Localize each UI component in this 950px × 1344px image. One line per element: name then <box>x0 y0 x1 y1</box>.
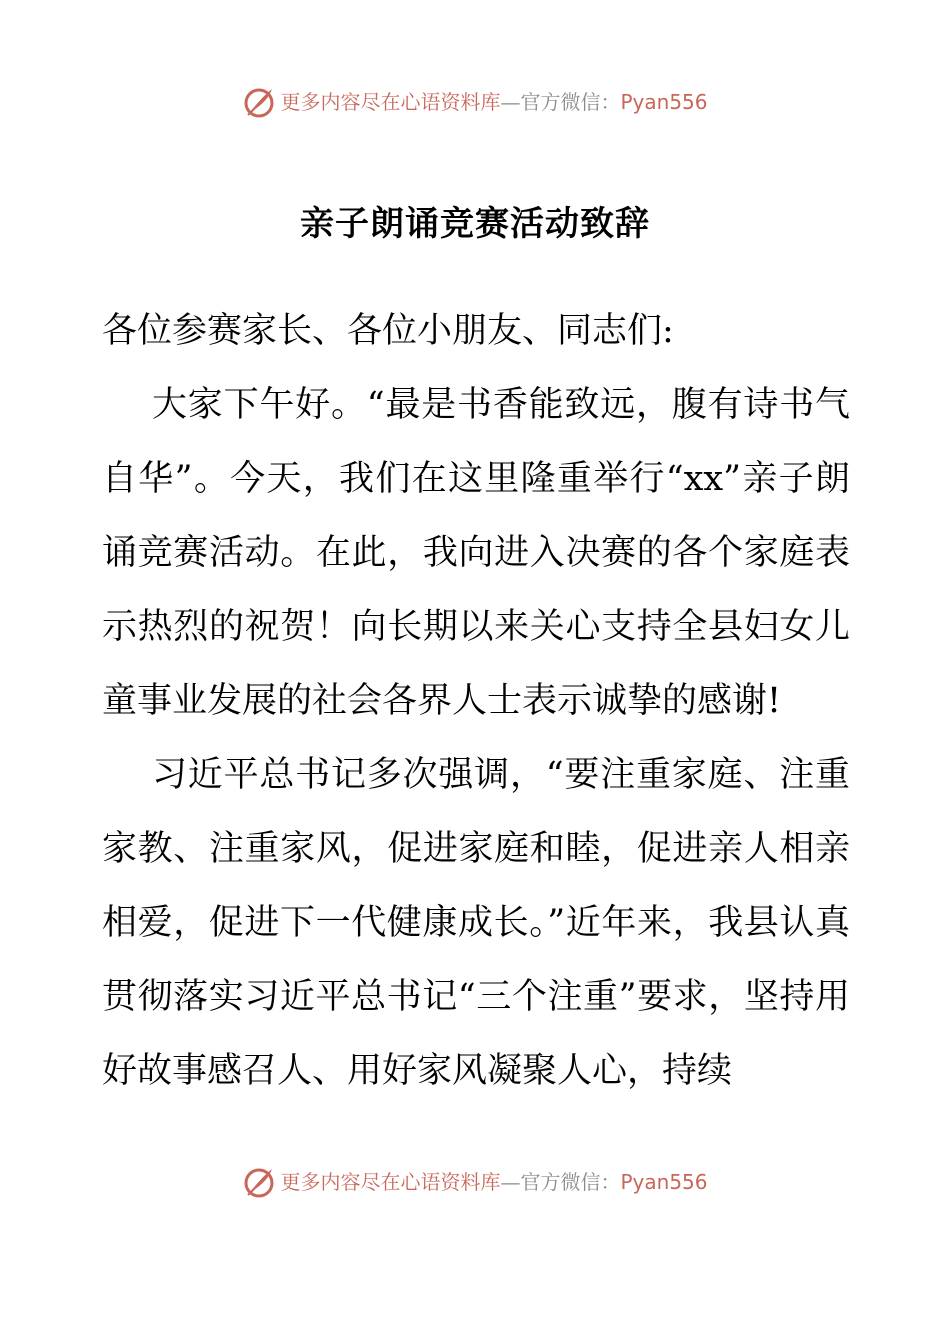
watermark-wechat-id: Pyan556 <box>620 90 708 114</box>
paragraph-1: 大家下午好。“最是书香能致远，腹有诗书气自华”。今天，我们在这里隆重举行“xx”亲子朗诵竞赛活动。在此，我向进入决赛的各个家庭表示热烈的祝贺！向长期以来关心支持全县妇女儿童事业发展的社会各界人士表示诚挚的感谢! <box>102 385 850 721</box>
paragraph-2: 习近平总书记多次强调，“要注重家庭、注重家教、注重家风，促进家庭和睦，促进亲人相亲相爱，促进下一代健康成长。”近年来，我县认真贯彻落实习近平总书记“三个注重”要求，坚持用好故事感召人、用好家风凝聚人心，持续 <box>102 755 850 1091</box>
watermark-dash: — <box>500 90 521 114</box>
feather-pen-logo-icon <box>242 85 276 119</box>
document-body <box>102 294 850 1108</box>
watermark-dash: — <box>500 1170 521 1194</box>
watermark-brand-text: 更多内容尽在心语资料库 <box>280 1170 501 1194</box>
watermark-wechat-label: 官方微信： <box>520 1170 621 1194</box>
watermark-wechat-label: 官方微信： <box>520 90 621 114</box>
feather-pen-logo-icon <box>242 1165 276 1199</box>
salutation: 各位参赛家长、各位小朋友、同志们: <box>102 311 674 351</box>
watermark-wechat-id: Pyan556 <box>620 1170 708 1194</box>
header-watermark-banner <box>0 82 950 122</box>
footer-watermark-banner <box>0 1162 950 1202</box>
watermark-brand-text: 更多内容尽在心语资料库 <box>280 90 501 114</box>
document-title: 亲子朗诵竞赛活动致辞 <box>300 204 650 244</box>
